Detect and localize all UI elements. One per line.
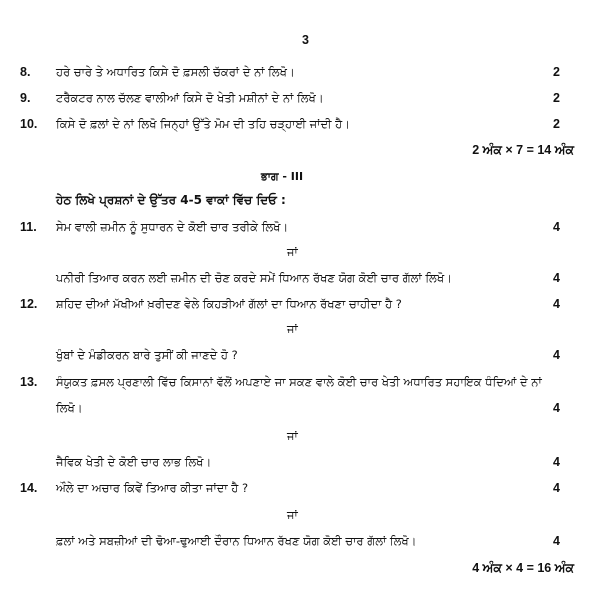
question-text: ਸੇਮ ਵਾਲੀ ਜ਼ਮੀਨ ਨੂੰ ਸੁਧਾਰਨ ਦੇ ਕੋਈ ਚਾਰ ਤਰੀਕੇ ਲਿਖੋ। (56, 220, 289, 234)
question-marks: 2 (553, 65, 560, 79)
question-marks: 2 (553, 117, 560, 131)
question-marks: 2 (553, 91, 560, 105)
or-divider: ਜਾਂ (287, 322, 298, 336)
alternative-question-text: ਜੈਵਿਕ ਖੇਤੀ ਦੇ ਕੋਈ ਚਾਰ ਲਾਭ ਲਿਖੋ। (56, 455, 212, 469)
question-marks: 4 (553, 481, 560, 495)
alternative-question-text: ਪਨੀਰੀ ਤਿਆਰ ਕਰਨ ਲਈ ਜ਼ਮੀਨ ਦੀ ਚੋਣ ਕਰਦੇ ਸਮੇਂ ਧਿਆਨ ਰੱਖਣ ਯੋਗ ਕੋਈ ਚਾਰ ਗੱਲਾਂ ਲਿਖੋ। (56, 271, 452, 285)
question-text-line2: ਲਿਖੋ। (56, 401, 83, 415)
question-text: ਟਰੈਕਟਰ ਨਾਲ ਚੱਲਣ ਵਾਲੀਆਂ ਕਿਸੇ ਦੋ ਖੇਤੀ ਮਸ਼ੀਨਾਂ ਦੇ ਨਾਂ ਲਿਖੋ। (56, 91, 324, 105)
page-number: 3 (302, 33, 309, 47)
question-text: ਔਲੇ ਦਾ ਅਚਾਰ ਕਿਵੇਂ ਤਿਆਰ ਕੀਤਾ ਜਾਂਦਾ ਹੈ ? (56, 481, 249, 495)
alternative-question-marks: 4 (553, 348, 560, 362)
part-heading: ਭਾਗ - III (261, 170, 304, 183)
question-number: 9. (20, 91, 31, 105)
or-divider: ਜਾਂ (287, 429, 298, 443)
question-number: 12. (20, 297, 38, 311)
or-divider: ਜਾਂ (287, 245, 298, 259)
question-marks: 4 (553, 297, 560, 311)
instruction: ਹੇਠ ਲਿਖੇ ਪ੍ਰਸ਼ਨਾਂ ਦੇ ਉੱਤਰ 4-5 ਵਾਕਾਂ ਵਿੱਚ ਦਿਓ : (56, 193, 286, 207)
alternative-question-text: ਖੁੰਬਾਂ ਦੇ ਮੰਡੀਕਰਨ ਬਾਰੇ ਤੁਸੀਂ ਕੀ ਜਾਣਦੇ ਹੋ ? (56, 348, 238, 362)
question-text: ਸ਼ਹਿਦ ਦੀਆਂ ਮੱਖੀਆਂ ਖ਼ਰੀਦਣ ਵੇਲੇ ਕਿਹੜੀਆਂ ਗੱਲਾਂ ਦਾ ਧਿਆਨ ਰੱਖਣਾ ਚਾਹੀਦਾ ਹੈ ? (56, 297, 402, 311)
question-text: ਕਿਸੇ ਦੋ ਫ਼ਲਾਂ ਦੇ ਨਾਂ ਲਿਖੋ ਜਿਨ੍ਹਾਂ ਉੱਤੇ ਮੋਮ ਦੀ ਤਹਿ ਚੜ੍ਹਾਈ ਜਾਂਦੀ ਹੈ। (56, 117, 350, 131)
question-number: 13. (20, 375, 38, 389)
alternative-question-marks: 4 (553, 534, 560, 548)
question-text: ਹਰੇ ਚਾਰੇ ਤੇ ਅਧਾਰਿਤ ਕਿਸੇ ਦੋ ਫ਼ਸਲੀ ਚੱਕਰਾਂ ਦੇ ਨਾਂ ਲਿਖੋ। (56, 65, 295, 79)
section-total: 4 ਅੰਕ × 4 = 16 ਅੰਕ (472, 561, 574, 575)
question-marks: 4 (553, 220, 560, 234)
question-number: 14. (20, 481, 38, 495)
question-marks: 4 (553, 401, 560, 415)
alternative-question-marks: 4 (553, 271, 560, 285)
alternative-question-marks: 4 (553, 455, 560, 469)
section-total: 2 ਅੰਕ × 7 = 14 ਅੰਕ (472, 143, 574, 157)
question-number: 10. (20, 117, 38, 131)
alternative-question-text: ਫ਼ਲਾਂ ਅਤੇ ਸਬਜ਼ੀਆਂ ਦੀ ਢੋਆ-ਢੁਆਈ ਦੌਰਾਨ ਧਿਆਨ ਰੱਖਣ ਯੋਗ ਕੋਈ ਚਾਰ ਗੱਲਾਂ ਲਿਖੋ। (56, 534, 417, 548)
question-number: 8. (20, 65, 31, 79)
question-number: 11. (20, 220, 37, 234)
or-divider: ਜਾਂ (287, 508, 298, 522)
question-text-line1: ਸੰਯੁਕਤ ਫ਼ਸਲ ਪ੍ਰਣਾਲੀ ਵਿੱਚ ਕਿਸਾਨਾਂ ਵੱਲੋਂ ਅਪਣਾਏ ਜਾ ਸਕਣ ਵਾਲੇ ਕੋਈ ਚਾਰ ਖੇਤੀ ਅਧਾਰਿਤ ਸਹਾਇਕ ਧੰਦਿਆਂ ਦੇ ਨਾਂ (56, 375, 542, 389)
